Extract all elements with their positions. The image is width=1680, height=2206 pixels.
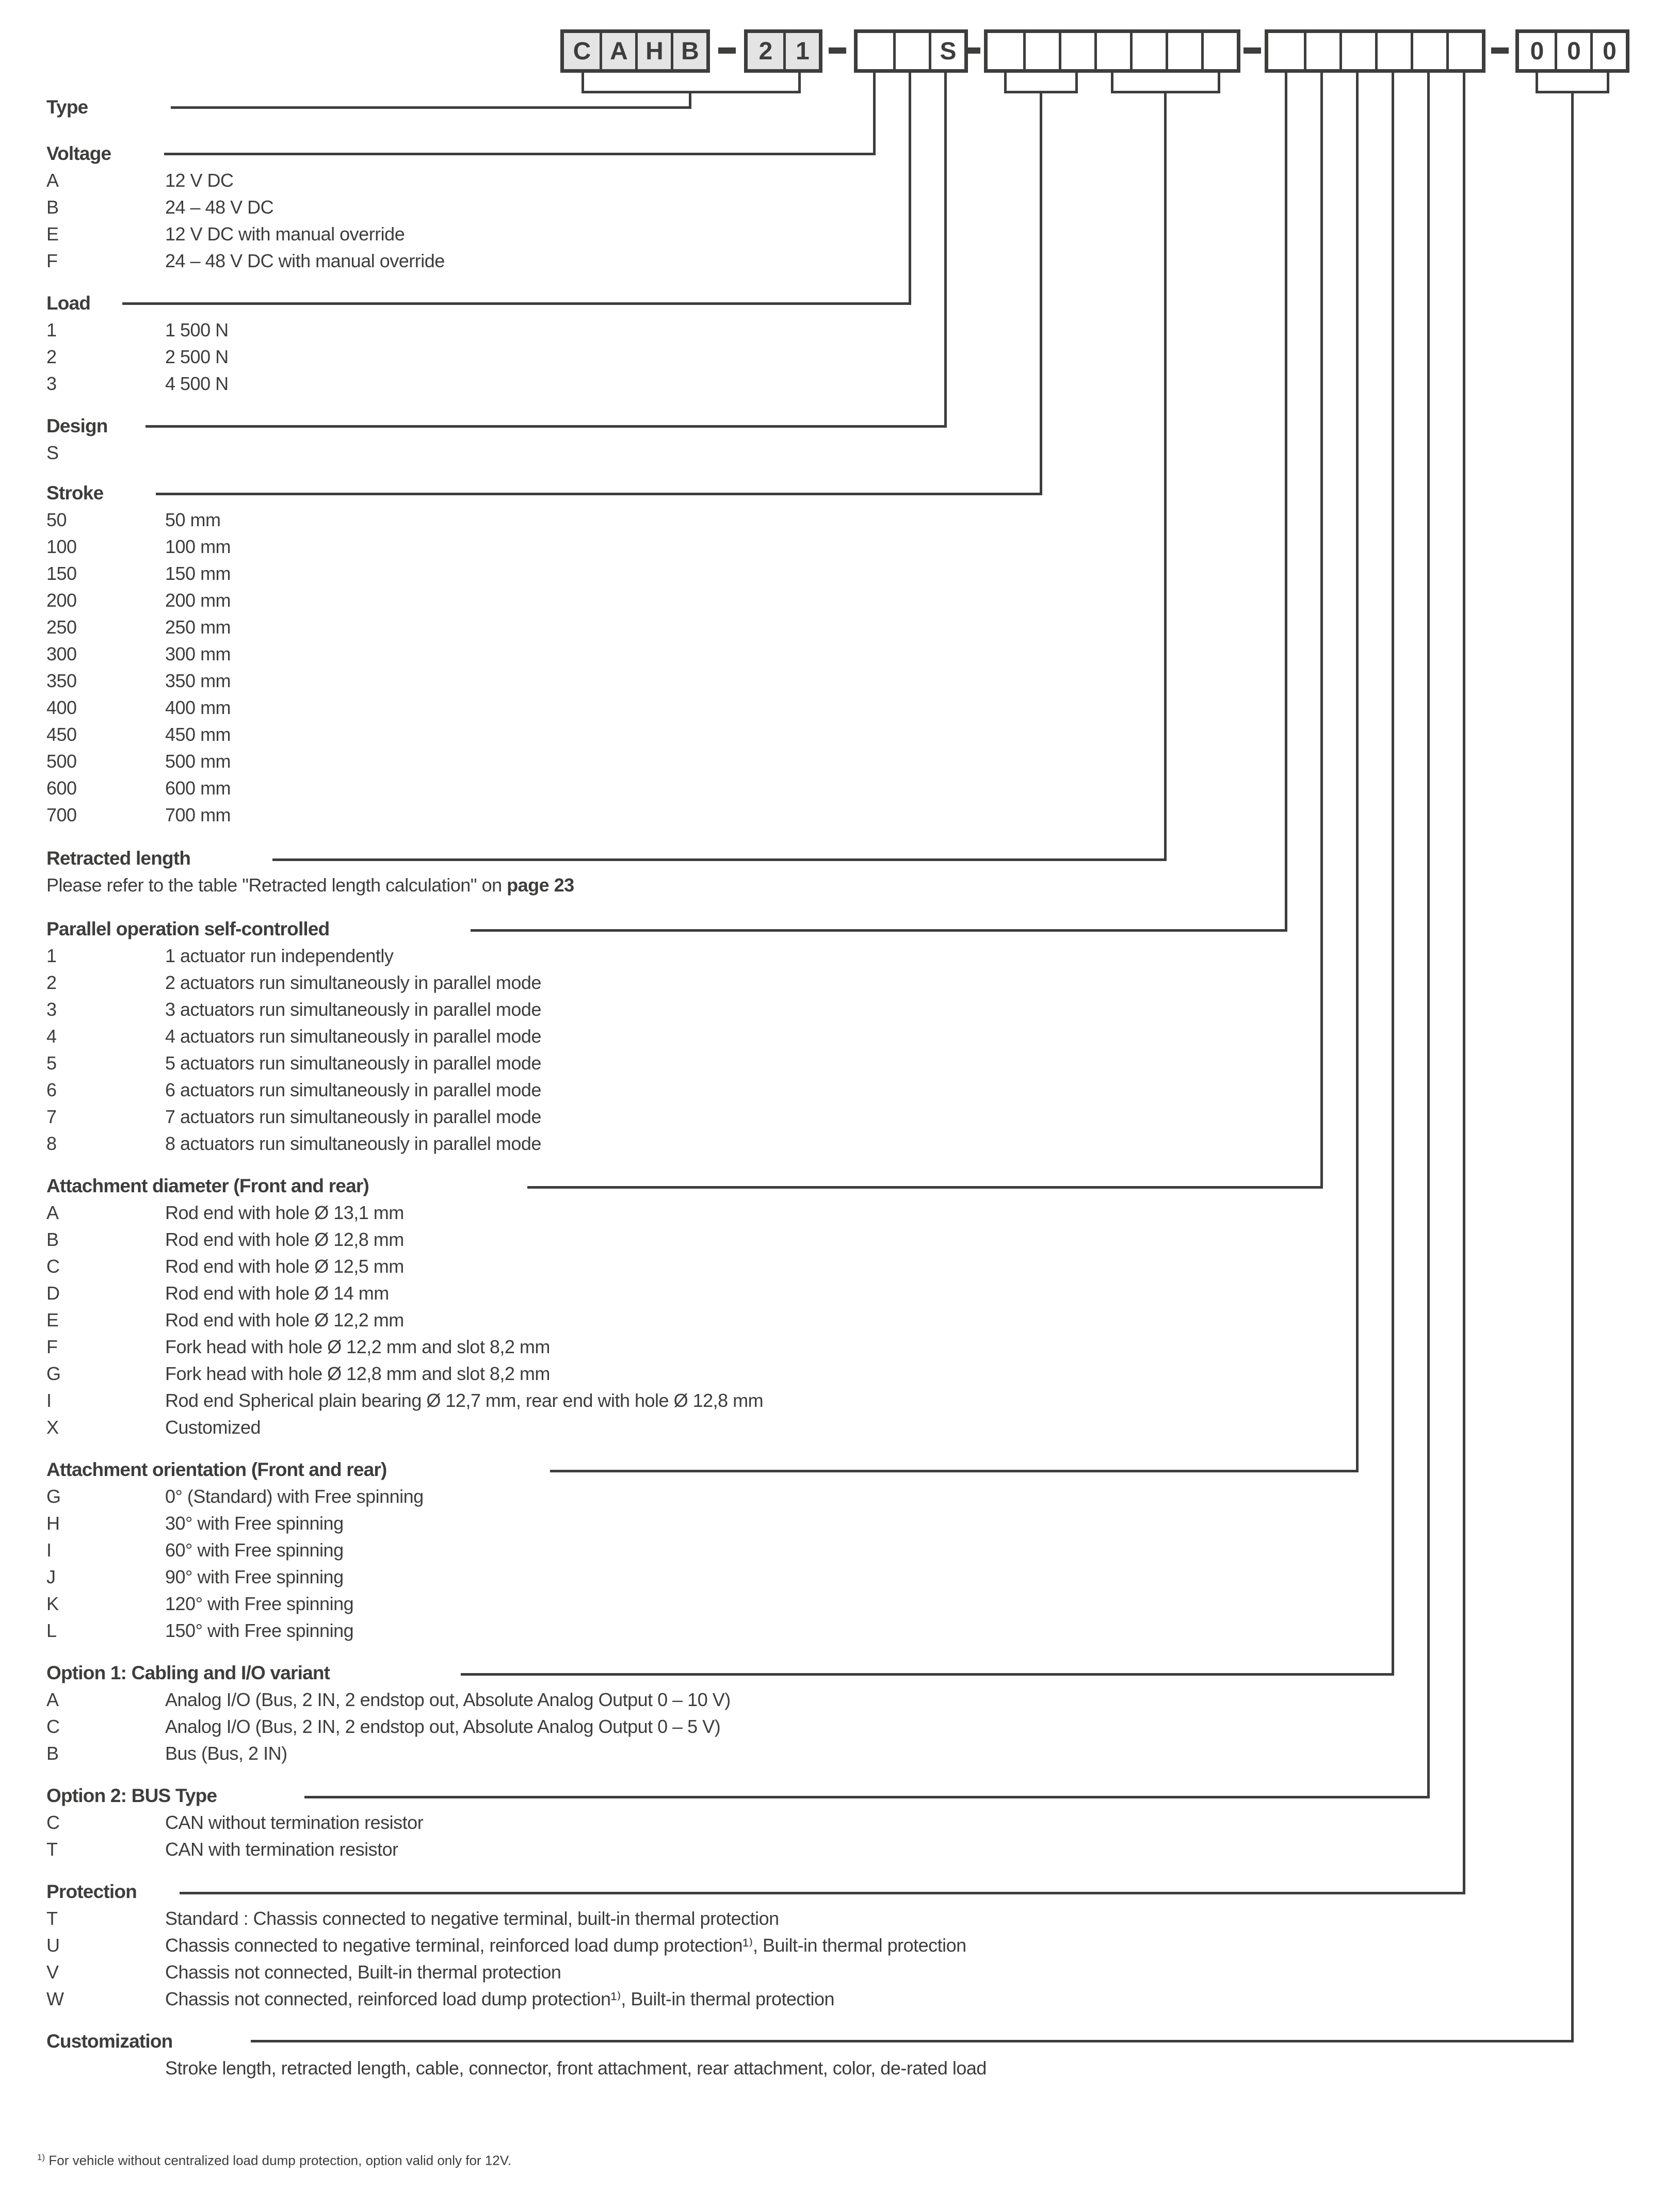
option-row (46, 533, 231, 560)
code-box: A (600, 33, 635, 69)
option-desc: Rod end with hole Ø 12,5 mm (165, 1256, 404, 1277)
option-row (46, 221, 445, 248)
connector-line-parallel (1285, 73, 1287, 932)
code-box: C (573, 37, 591, 65)
connector-line-customization (1536, 73, 1538, 93)
connector-line-design (146, 425, 947, 428)
option-desc: 150° with Free spinning (165, 1620, 354, 1641)
section-title: Retracted length (46, 848, 191, 869)
option-desc: Rod end Spherical plain bearing Ø 12,7 mm, rear end with hole Ø 12,8 mm (165, 1390, 764, 1411)
option-row (46, 802, 231, 829)
option-code: 5 (46, 1052, 57, 1074)
option-code: B (46, 1743, 59, 1764)
code-box-suffix: 0 (1590, 33, 1626, 69)
section-voltage (46, 140, 445, 274)
option-row (46, 1334, 763, 1360)
connector-line-voltage (873, 73, 876, 155)
code-box-retracted (1201, 33, 1237, 69)
code-box: 1 (783, 33, 819, 69)
option-row (46, 748, 231, 775)
option-row (46, 1986, 966, 2013)
option-code: T (46, 1839, 58, 1860)
option-code: L (46, 1620, 57, 1641)
option-row (46, 167, 445, 194)
option-row (46, 344, 229, 370)
option-code: 7 (46, 1106, 57, 1127)
option-desc: 12 V DC with manual override (165, 223, 405, 245)
option-code: X (46, 1417, 59, 1438)
option-row (46, 614, 231, 641)
footnote-marker: 1) (37, 2152, 45, 2162)
connector-line-customization (1607, 73, 1609, 93)
option-desc: 8 actuators run simultaneously in parallel mode (165, 1133, 541, 1154)
option-row (46, 775, 231, 802)
option-code: F (46, 250, 58, 271)
option-desc: 30° with Free spinning (165, 1513, 344, 1534)
option-code: G (46, 1486, 61, 1507)
code-box-attach-orientation (1339, 33, 1375, 69)
option-code: 1 (46, 319, 57, 340)
code-group-stroke-retracted (984, 29, 1240, 73)
section-retracted-length (46, 845, 574, 899)
section-title: Parallel operation self-controlled (46, 918, 330, 939)
option-desc: 24 – 48 V DC (165, 197, 274, 218)
option-row (46, 1591, 424, 1617)
option-row (46, 1280, 763, 1307)
option-desc: 24 – 48 V DC with manual override (165, 250, 445, 271)
code-separator-dash (966, 47, 980, 54)
option-desc: 700 mm (165, 804, 231, 825)
option-code: A (46, 1202, 59, 1223)
connector-line-load (122, 302, 911, 305)
option-row (46, 1199, 763, 1226)
connector-line-option2 (304, 1796, 1430, 1798)
option-row (46, 1809, 423, 1836)
code-box: H (635, 33, 671, 69)
option-row (46, 969, 541, 996)
option-code: C (46, 1716, 60, 1737)
section-attachment-diameter (46, 1173, 763, 1441)
option-row (46, 721, 231, 748)
code-separator-dash (718, 47, 736, 54)
option-row (46, 587, 231, 614)
section-title: Customization (46, 2031, 173, 2052)
option-code: 100 (46, 536, 77, 557)
option-code: 700 (46, 804, 77, 825)
option-code: 4 (46, 1026, 57, 1047)
option-desc: Chassis not connected, reinforced load dump protection¹⁾, Built-in thermal protection (165, 1988, 835, 2009)
code-box-protection (1446, 33, 1482, 69)
option-row (46, 943, 541, 969)
section-customization (46, 2028, 987, 2082)
code-separator-dash (829, 47, 846, 54)
code-box-attach-diameter (1304, 33, 1339, 69)
connector-line-stroke (1004, 73, 1007, 93)
option-row (46, 1130, 541, 1157)
section-note: Stroke length, retracted length, cable, connector, front attachment, rear attachment, color, de-rated load (165, 2057, 987, 2079)
section-title: Voltage (46, 143, 111, 164)
section-title: Protection (46, 1881, 137, 1902)
option-desc: 100 mm (165, 536, 231, 557)
option-code: G (46, 1363, 61, 1384)
option-code: I (46, 1390, 52, 1411)
option-code: 500 (46, 751, 77, 772)
option-code: 450 (46, 724, 77, 745)
option-desc: 3 actuators run simultaneously in parallel mode (165, 999, 541, 1020)
section-stroke (46, 480, 231, 829)
option-desc: 60° with Free spinning (165, 1539, 344, 1561)
section-design (46, 413, 165, 466)
code-separator-dash (1491, 47, 1509, 54)
option-code: D (46, 1283, 60, 1304)
connector-line-stroke (1040, 91, 1042, 495)
option-code: C (46, 1256, 60, 1277)
option-row (46, 1387, 763, 1414)
section-title: Type (46, 96, 88, 118)
option-desc: 120° with Free spinning (165, 1593, 354, 1614)
option-desc: 200 mm (165, 590, 231, 611)
option-row (46, 1617, 424, 1644)
connector-line-stroke (156, 493, 1042, 495)
option-desc: 12 V DC (165, 170, 234, 191)
option-row (46, 507, 231, 533)
option-code: 2 (46, 972, 57, 993)
connector-line-retracted (1111, 73, 1113, 93)
connector-line-option2 (1427, 73, 1430, 1798)
option-row (46, 1686, 731, 1713)
code-box-retracted (1166, 33, 1201, 69)
option-desc: 0° (Standard) with Free spinning (165, 1486, 424, 1507)
option-row (46, 1414, 763, 1441)
option-code: 50 (46, 509, 67, 530)
option-code: W (46, 1988, 64, 2009)
code-separator-dash (1243, 47, 1261, 54)
connector-line-load (909, 73, 911, 304)
option-row (46, 1023, 541, 1050)
option-desc: 7 actuators run simultaneously in parallel mode (165, 1106, 541, 1127)
option-row (46, 1226, 763, 1253)
note-text: Please refer to the table "Retracted length calculation" on (46, 874, 507, 896)
option-code: 250 (46, 617, 77, 638)
option-row (46, 560, 231, 587)
option-desc: Fork head with hole Ø 12,8 mm and slot 8,2 mm (165, 1363, 550, 1384)
option-desc: 500 mm (165, 751, 231, 772)
option-code: 1 (46, 945, 57, 966)
option-code: 300 (46, 643, 77, 664)
connector-line-type (581, 73, 584, 93)
section-title: Stroke (46, 482, 104, 504)
option-code: A (46, 170, 59, 191)
section-title: Design (46, 415, 108, 436)
option-row (46, 1564, 424, 1591)
section-protection (46, 1878, 966, 2013)
section-load (46, 290, 229, 397)
option-desc: Customized (165, 1417, 261, 1438)
option-desc: 150 mm (165, 563, 231, 584)
section-option1-cabling (46, 1660, 731, 1767)
option-code: K (46, 1593, 59, 1614)
option-row (46, 1104, 541, 1130)
code-group-suffix (1515, 29, 1629, 73)
option-code: 200 (46, 590, 77, 611)
section-title: Option 2: BUS Type (46, 1785, 217, 1806)
option-desc: 5 actuators run simultaneously in parallel mode (165, 1052, 541, 1074)
code-group-type-series (744, 29, 822, 73)
option-desc: Bus (Bus, 2 IN) (165, 1743, 287, 1764)
option-row (46, 641, 231, 668)
option-desc: 1 500 N (165, 319, 229, 340)
option-desc: 4 actuators run simultaneously in parallel mode (165, 1026, 541, 1047)
option-desc: Standard : Chassis connected to negative terminal, built-in thermal protection (165, 1908, 779, 1929)
code-box-parallel (1268, 33, 1304, 69)
code-group-type-prefix (560, 29, 710, 73)
option-desc: 450 mm (165, 724, 231, 745)
option-desc: Rod end with hole Ø 12,2 mm (165, 1309, 404, 1331)
option-code: S (46, 442, 59, 463)
code-box-retracted (1130, 33, 1166, 69)
option-code: 3 (46, 373, 57, 394)
option-desc: Rod end with hole Ø 12,8 mm (165, 1229, 404, 1250)
option-code: 150 (46, 563, 77, 584)
code-box-stroke (1059, 33, 1094, 69)
option-code: E (46, 223, 59, 245)
option-row (46, 1253, 763, 1280)
code-box-retracted (1094, 33, 1130, 69)
option-desc: 400 mm (165, 697, 231, 718)
connector-line-retracted (1218, 73, 1220, 93)
option-row (46, 1510, 424, 1537)
option-desc: 250 mm (165, 617, 231, 638)
option-desc: Analog I/O (Bus, 2 IN, 2 endstop out, Absolute Analog Output 0 – 5 V) (165, 1716, 721, 1737)
option-desc: 6 actuators run simultaneously in parallel mode (165, 1079, 541, 1100)
option-row (46, 370, 229, 397)
option-code: 400 (46, 697, 77, 718)
code-box-suffix: 0 (1530, 37, 1544, 65)
option-code: 6 (46, 1079, 57, 1100)
option-desc: Chassis connected to negative terminal, reinforced load dump protection¹⁾, Built-in thermal protection (165, 1935, 966, 1956)
option-code: 8 (46, 1133, 57, 1154)
option-row (46, 440, 165, 466)
option-row (46, 996, 541, 1023)
option-row (46, 1050, 541, 1077)
section-note (46, 872, 574, 899)
option-code: U (46, 1935, 60, 1956)
option-desc: 300 mm (165, 643, 231, 664)
option-row (46, 317, 229, 344)
code-box-suffix: 0 (1555, 33, 1590, 69)
option-code: B (46, 197, 59, 218)
section-option2-bus-type (46, 1782, 423, 1863)
option-row (46, 1483, 424, 1510)
option-desc: 4 500 N (165, 373, 229, 394)
code-group-options (1265, 29, 1485, 73)
code-box-option2 (1411, 33, 1446, 69)
code-box-design: S (929, 33, 964, 69)
option-desc: 90° with Free spinning (165, 1566, 344, 1587)
option-row (46, 1307, 763, 1334)
connector-line-parallel (471, 929, 1287, 932)
connector-line-design (944, 73, 947, 427)
code-box: 2 (758, 37, 772, 65)
connector-line-type (689, 91, 691, 108)
option-code: F (46, 1336, 58, 1357)
option-code: 350 (46, 670, 77, 691)
option-desc: CAN with termination resistor (165, 1839, 398, 1860)
option-desc: Analog I/O (Bus, 2 IN, 2 endstop out, Absolute Analog Output 0 – 10 V) (165, 1689, 731, 1710)
option-row (46, 694, 231, 721)
connector-line-stroke (1075, 73, 1078, 93)
code-group-voltage-load-design (854, 29, 968, 73)
section-type (46, 94, 88, 121)
option-desc: Fork head with hole Ø 12,2 mm and slot 8,2 mm (165, 1336, 550, 1357)
option-desc: 2 500 N (165, 346, 229, 367)
option-code: T (46, 1908, 58, 1929)
option-desc: Rod end with hole Ø 14 mm (165, 1283, 389, 1304)
connector-line-type (171, 106, 691, 109)
option-code: A (46, 1689, 59, 1710)
option-desc: CAN without termination resistor (165, 1812, 424, 1833)
code-box-option1 (1375, 33, 1411, 69)
option-desc: 2 actuators run simultaneously in parallel mode (165, 972, 541, 993)
option-desc: Chassis not connected, Built-in thermal protection (165, 1961, 561, 1983)
footnote-text: For vehicle without centralized load dump protection, option valid only for 12V. (49, 2152, 511, 2168)
code-box: B (671, 33, 706, 69)
option-row (46, 1836, 423, 1863)
option-code: 3 (46, 999, 57, 1020)
connector-line-protection (1463, 73, 1465, 1894)
option-row (46, 1360, 763, 1387)
option-row (46, 668, 231, 694)
code-box-voltage (858, 33, 893, 69)
section-title: Load (46, 293, 91, 314)
option-desc: 50 mm (165, 509, 221, 530)
option-code: V (46, 1961, 59, 1983)
code-box-stroke (988, 33, 1023, 69)
option-row (46, 1932, 966, 1959)
footnote (37, 2152, 511, 2169)
connector-line-attach-orientation (1356, 73, 1359, 1472)
note-bold-text: page 23 (507, 874, 574, 896)
connector-line-type (798, 73, 801, 93)
code-box-load (893, 33, 929, 69)
option-code: 600 (46, 777, 77, 799)
option-code: I (46, 1539, 52, 1561)
option-code: C (46, 1812, 60, 1833)
connector-line-attach-orientation (550, 1470, 1359, 1472)
option-row (46, 1077, 541, 1104)
connector-line-retracted (1164, 91, 1167, 861)
option-desc: 350 mm (165, 670, 231, 691)
option-row (46, 248, 445, 274)
option-code: E (46, 1309, 59, 1331)
connector-line-attach-diameter (1320, 73, 1323, 1189)
connector-line-customization (1571, 91, 1574, 2042)
option-row (46, 1905, 966, 1932)
section-title: Attachment diameter (Front and rear) (46, 1175, 369, 1196)
connector-line-option1 (1392, 73, 1394, 1676)
option-code: B (46, 1229, 59, 1250)
code-box-stroke (1023, 33, 1059, 69)
option-code: J (46, 1566, 56, 1587)
option-desc: 1 actuator run independently (165, 945, 394, 966)
option-code: 2 (46, 346, 57, 367)
option-row (46, 1959, 966, 1986)
option-row (46, 194, 445, 221)
section-title: Option 1: Cabling and I/O variant (46, 1662, 330, 1683)
section-attachment-orientation (46, 1456, 424, 1644)
option-desc: 600 mm (165, 777, 231, 799)
option-row (46, 1713, 731, 1740)
option-row (46, 1537, 424, 1564)
option-code: H (46, 1513, 60, 1534)
section-title: Attachment orientation (Front and rear) (46, 1459, 387, 1480)
option-desc: Rod end with hole Ø 13,1 mm (165, 1202, 404, 1223)
section-parallel-operation (46, 916, 541, 1157)
option-row (46, 1740, 731, 1767)
